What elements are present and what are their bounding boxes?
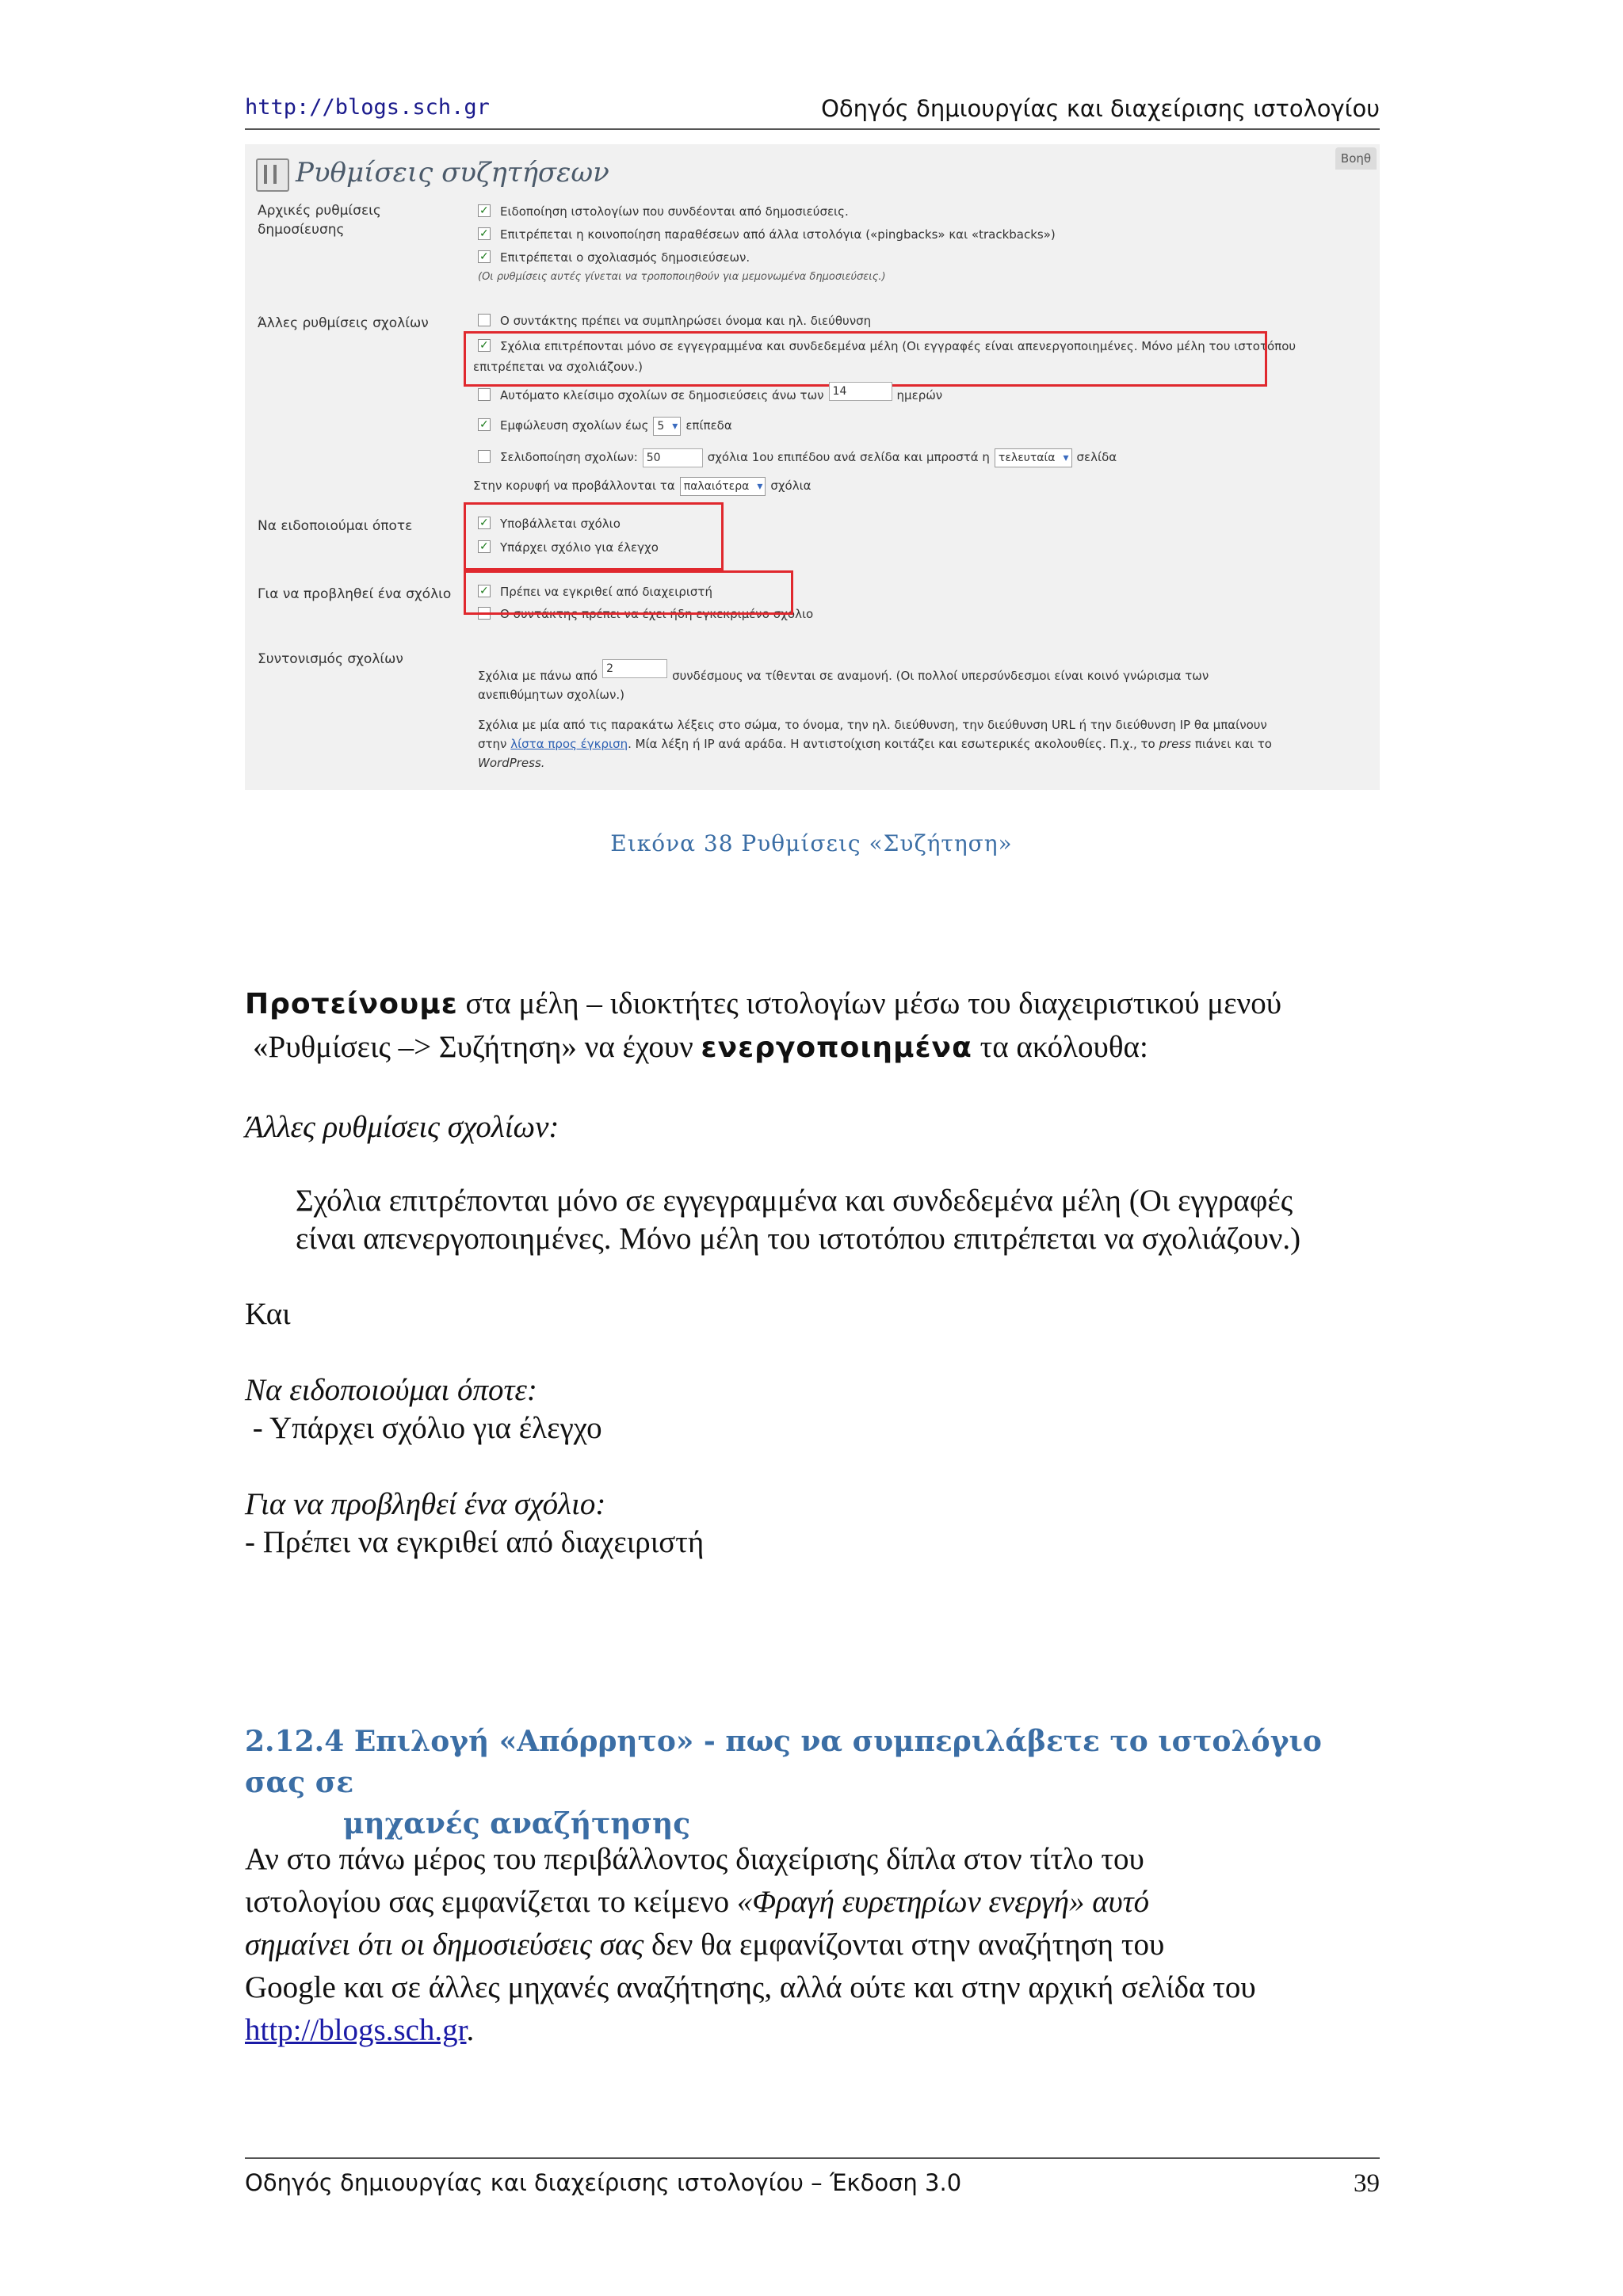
text: στα μέλη – ιδιοκτήτες ιστολογίων μέσω του διαχειριστικού μενού xyxy=(457,986,1282,1020)
indent-line: Σχόλια επιτρέπονται μόνο σε εγγεγραμμένα και συνδεδεμένα μέλη (Οι εγγραφές xyxy=(296,1184,1293,1218)
option-text: Σελιδοποίηση σχολίων: xyxy=(500,450,638,464)
figure-caption: Εικόνα 38 Ρυθμίσεις «Συζήτηση» xyxy=(610,830,1013,856)
highlight-box xyxy=(464,502,724,570)
privacy-line xyxy=(245,2009,1380,2052)
and-text: Και xyxy=(245,1297,291,1331)
label-other-settings: Άλλες ρυθμίσεις σχολίων xyxy=(258,315,429,331)
label-notify: Να ειδοποιούμαι όποτε xyxy=(258,518,413,534)
option-row[interactable] xyxy=(478,312,871,330)
option-text: press xyxy=(1159,737,1192,751)
section-heading xyxy=(245,1721,1380,1844)
option-text: Σχόλια με πάνω από xyxy=(478,669,598,683)
paragraph-recommend xyxy=(245,982,1281,1070)
section-number: 2.12.4 xyxy=(245,1725,345,1758)
text: δεν θα εμφανίζονται στην αναζήτηση του xyxy=(643,1928,1165,1962)
indent-block xyxy=(296,1182,1300,1258)
checkbox[interactable] xyxy=(478,450,491,463)
option-text: Ειδοποίηση ιστολογίων που συνδέονται από δημοσιεύσεις. xyxy=(500,204,849,219)
moderation-row xyxy=(478,662,1209,685)
moderation-words-3: WordPress. xyxy=(478,756,545,770)
option-text: Υποβάλλεται σχόλιο xyxy=(500,517,621,531)
italic-text: σημαίνει ότι οι δημοσιεύσεις σας xyxy=(245,1928,644,1962)
indent-line: είναι απενεργοποιημένες. Μόνο μέλη του ιστοτόπου επιτρέπεται να σχολιάζουν.) xyxy=(296,1222,1301,1256)
moderation-words-2 xyxy=(478,735,1272,753)
text: . xyxy=(466,2013,475,2047)
panel-title: Ρυθμίσεις συζητήσεων xyxy=(296,157,609,189)
paging-select[interactable]: τελευταία ▾ xyxy=(995,448,1072,467)
option-text: Επιτρέπεται ο σχολιασμός δημοσιεύσεων. xyxy=(500,250,750,265)
option-text: Υπάρχει σχόλιο για έλεγχο xyxy=(500,540,659,555)
moderation-words: Σχόλια με μία από τις παρακάτω λέξεις στο σώμα, το όνομα, την ηλ. διεύθυνση, την διεύθυνση URL ή την διεύθυνση IP θα μπαίνουν xyxy=(478,718,1267,732)
notify-heading: Να ειδοποιούμαι όποτε: xyxy=(245,1373,537,1407)
checkbox[interactable] xyxy=(478,204,491,217)
footer-rule xyxy=(245,2157,1380,2159)
label-line: Αρχικές ρυθμίσεις xyxy=(258,203,381,219)
notify-item: - Υπάρχει σχόλιο για έλεγχο xyxy=(245,1411,602,1445)
moderation-list-link[interactable]: λίστα προς έγκριση xyxy=(510,737,628,751)
label-before-comment: Για να προβληθεί ένα σχόλιο xyxy=(258,586,452,602)
blogs-link[interactable]: http://blogs.sch.gr xyxy=(245,2013,467,2047)
privacy-line xyxy=(245,1924,1380,1966)
option-text: συνδέσμους να τίθενται σε αναμονή. (Οι πολλοί υπερσύνδεσμοι είναι κοινό γνώρισμα των xyxy=(672,669,1209,683)
privacy-line: Google και σε άλλες μηχανές αναζήτησης, αλλά ούτε και στην αρχική σελίδα του xyxy=(245,1970,1256,2004)
text: ιστολογίου σας εμφανίζεται το κείμενο xyxy=(245,1885,737,1919)
option-text: Ο συντάκτης πρέπει να έχει ήδη εγκεκριμένο σχόλιο xyxy=(500,607,814,621)
threaded-select[interactable]: 5 ▾ xyxy=(653,417,681,436)
bold-term: Προτείνουμε xyxy=(245,988,458,1020)
auto-close-input[interactable]: 14 xyxy=(829,382,892,401)
checkbox[interactable] xyxy=(478,314,491,326)
header-url[interactable]: http://blogs.sch.gr xyxy=(245,95,490,120)
checkbox[interactable] xyxy=(478,227,491,240)
header-title: Οδηγός δημιουργίας και διαχείρισης ιστολογίου xyxy=(821,95,1380,122)
label-line: δημοσίευσης xyxy=(258,222,345,238)
text: τα ακόλουθα: xyxy=(972,1030,1148,1064)
section-line-1 xyxy=(245,1721,1380,1803)
option-text: σελίδα xyxy=(1076,450,1117,464)
paragraph-privacy xyxy=(245,1838,1380,2052)
privacy-line xyxy=(245,1881,1380,1924)
privacy-line: Αν στο πάνω μέρος του περιβάλλοντος διαχείρισης δίπλα στον τίτλο του xyxy=(245,1842,1144,1876)
settings-icon xyxy=(256,158,289,192)
checkbox[interactable] xyxy=(478,418,491,431)
order-select[interactable]: παλαιότερα ▾ xyxy=(680,477,766,496)
option-row[interactable] xyxy=(478,203,849,220)
label-article-defaults xyxy=(258,201,381,239)
help-tab[interactable]: Βοηθ xyxy=(1335,147,1377,170)
option-text: Αυτόματο κλείσιμο σχολίων σε δημοσιεύσεις άνω των xyxy=(500,388,824,402)
option-text: Ο συντάκτης πρέπει να συμπληρώσει όνομα και ηλ. διεύθυνση xyxy=(500,314,872,328)
paging-input[interactable]: 50 xyxy=(643,448,703,467)
option-text: σχόλια 1ου επιπέδου ανά σελίδα και μπροστά η xyxy=(707,450,990,464)
bold-term: ενεργοποιημένα xyxy=(701,1032,972,1064)
discussion-settings-screenshot xyxy=(245,144,1380,790)
option-text-cont: επιτρέπεται να σχολιάζουν.) xyxy=(473,360,643,374)
option-text: Επιτρέπεται η κοινοποίηση παραθέσεων από άλλα ιστολόγια («pingbacks» και «trackbacks») xyxy=(500,227,1056,242)
highlight-box xyxy=(464,570,793,615)
option-text: επίπεδα xyxy=(685,418,732,433)
text: «Ρυθμίσεις –> Συζήτηση» να έχουν xyxy=(253,1030,701,1064)
appear-item: - Πρέπει να εγκριθεί από διαχειριστή xyxy=(245,1525,705,1559)
other-settings-heading: Άλλες ρυθμίσεις σχολίων: xyxy=(245,1110,559,1144)
highlight-box xyxy=(464,331,1267,387)
option-text: Πρέπει να εγκριθεί από διαχειριστή xyxy=(500,585,712,599)
option-row[interactable] xyxy=(478,226,1056,243)
recommend-line-2 xyxy=(245,1026,1281,1070)
page-number: 39 xyxy=(1354,2169,1380,2198)
option-row[interactable] xyxy=(473,477,812,496)
appear-heading: Για να προβληθεί ένα σχόλιο: xyxy=(245,1487,606,1521)
option-row[interactable] xyxy=(478,249,750,266)
checkbox[interactable] xyxy=(478,250,491,263)
option-text: ημερών xyxy=(896,388,943,402)
checkbox[interactable] xyxy=(478,388,491,401)
option-text: Στην κορυφή να προβάλλονται τα xyxy=(473,479,675,493)
moderation-cont: ανεπιθύμητων σχολίων.) xyxy=(478,688,624,702)
option-row[interactable] xyxy=(478,387,942,404)
section-title-cont: μηχανές αναζήτησης xyxy=(343,1807,691,1840)
option-text: Εμφώλευση σχολίων έως xyxy=(500,418,649,433)
italic-text: «Φραγή ευρετηρίων ενεργή» αυτό xyxy=(736,1885,1150,1919)
recommend-line-1 xyxy=(245,982,1281,1026)
label-moderation: Συντονισμός σχολίων xyxy=(258,651,403,667)
option-text: σχόλια xyxy=(770,479,812,493)
hold-links-input[interactable]: 2 xyxy=(602,659,667,678)
option-text: Σχόλια επιτρέπονται μόνο σε εγγεγραμμένα και συνδεδεμένα μέλη (Οι εγγραφές είναι απενεργοποιημένες. Μόνο μέλη του ιστοτόπου xyxy=(500,339,1296,353)
option-text: πιάνει και το xyxy=(1194,737,1272,751)
section-title: Επιλογή «Απόρρητο» - πως να συμπεριλάβετε το ιστολόγιο σας σε xyxy=(245,1725,1322,1799)
option-row[interactable] xyxy=(478,417,732,436)
option-text: . Μία λέξη ή IP ανά αράδα. Η αντιστοίχιση κοιτάζει και εσωτερικές ακολουθίες. Π.χ., το xyxy=(628,737,1155,751)
option-row[interactable] xyxy=(478,448,1117,467)
footer-title: Οδηγός δημιουργίας και διαχείρισης ιστολογίου – Έκδοση 3.0 xyxy=(245,2169,962,2196)
header-rule xyxy=(245,128,1380,130)
option-text: στην xyxy=(478,737,507,751)
defaults-note: (Οι ρυθμίσεις αυτές γίνεται να τροποποιηθούν για μεμονωμένα δημοσιεύσεις.) xyxy=(478,271,886,283)
